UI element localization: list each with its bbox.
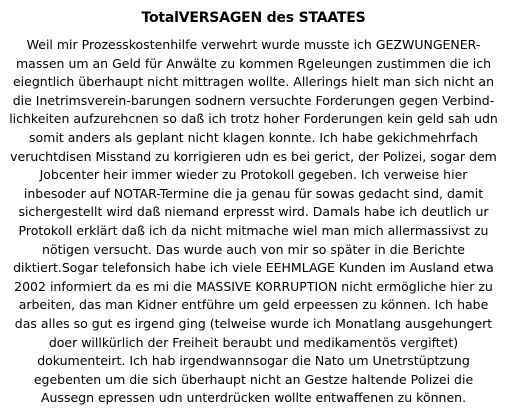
text-line-5: lichkeiten aufzurehcnen so daß ich trotz hoher Forderungen kein geld sah udn	[9, 111, 498, 127]
text-line-19: egebenten um die sich überhaupt nicht an Gestze haltende Polizei die	[33, 371, 474, 387]
text-line-15: arbeiten, das man Kidner entführe um geld erpeessen zu können. Ich habe	[18, 297, 489, 313]
text-line-11: Protokoll erklärt daß ich da nicht mitmache wiel man mich allermassivst zu	[18, 222, 489, 238]
text-line-7: veruchtdisen Misstand zu korrigieren udn es bei gerict, der Polizei, sogar dem	[10, 148, 497, 164]
text-line-12: nötigen versucht. Das wurde auch von mir so später in die Berichte	[42, 241, 465, 257]
text-line-3: eiegntlich überhaupt nicht mittragen wollte. Allerings hielt man sich nicht an	[12, 74, 494, 90]
text-line-20: Aussegn epressen udn unterdrücken wollte entwaffenen zu können.	[40, 390, 467, 406]
text-line-9: inbesoder auf NOTAR-Termine die ja genau für sowas gedacht sind, damit	[23, 185, 484, 201]
page-title: TotalVERSAGEN des STAATES	[141, 10, 366, 26]
text-line-17: doer willkürlich der Freiheit beraubt und medikamentös vergiftet)	[48, 334, 459, 350]
text-line-6: somit anders als geplant nicht klagen konnte. Ich habe gekichmehrfach	[29, 129, 478, 145]
text-line-14: 2002 informiert da es mi die MASSIVE KORRUPTION nicht ermögliche hier zu	[14, 278, 493, 294]
text-line-2: massen um an Geld für Anwälte zu kommen Rgeleungen zustimmen die ich	[16, 55, 491, 71]
text-line-10: sichergestellt wird daß niemand erpresst wird. Damals habe ich deutlich ur	[18, 204, 489, 220]
text-line-4: die Inetrimsverein-barungen sodnern versuchte Forderungen gegen Verbind-	[12, 92, 495, 108]
text-line-18: dokumenteirt. Ich hab irgendwannsogar die Nato um Unetrstüptzung	[37, 353, 470, 369]
text-line-13: diktiert.Sogar telefonsich habe ich viele EEHMLAGE Kunden im Ausland etwa	[13, 260, 494, 276]
text-line-16: das alles so gut es irgend ging (telweise wurde ich Monatlang ausgehungert	[14, 315, 493, 331]
body-text	[8, 36, 499, 408]
text-line-8: Jobcenter heir immer wieder zu Protokoll gegeben. Ich verweise hier	[39, 167, 468, 183]
text-line-1: Weil mir Prozesskostenhilfe verwehrt wurde musste ich GEZWUNGENER-	[26, 37, 481, 52]
